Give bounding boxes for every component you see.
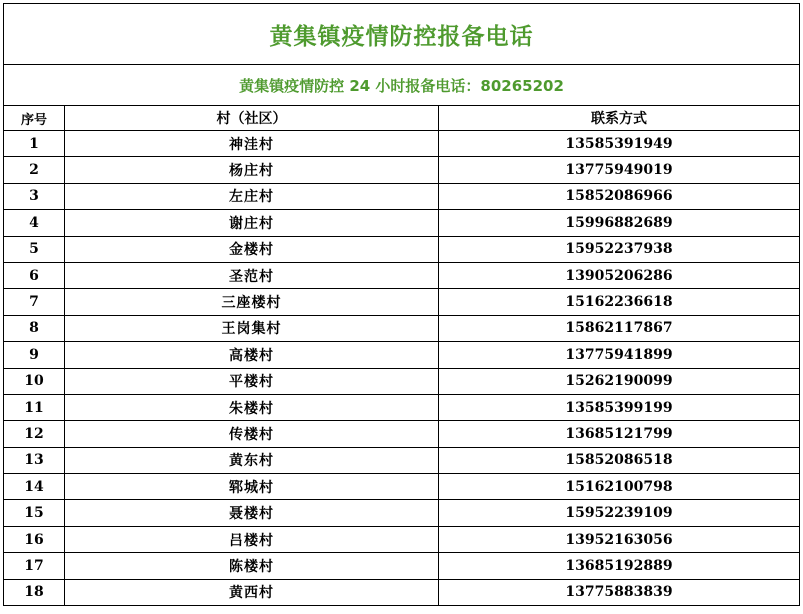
row-phone: 13775941899 bbox=[439, 342, 800, 368]
row-seq: 9 bbox=[4, 342, 65, 368]
table-row bbox=[4, 500, 800, 526]
row-seq: 10 bbox=[4, 368, 65, 394]
row-seq: 3 bbox=[4, 183, 65, 209]
row-phone: 15852086966 bbox=[439, 183, 800, 209]
row-seq: 1 bbox=[4, 131, 65, 157]
row-phone: 15162236618 bbox=[439, 289, 800, 315]
row-village: 金楼村 bbox=[65, 236, 439, 262]
table-row bbox=[4, 289, 800, 315]
row-seq: 2 bbox=[4, 157, 65, 183]
row-phone: 13585391949 bbox=[439, 131, 800, 157]
row-village: 三座楼村 bbox=[65, 289, 439, 315]
row-village: 朱楼村 bbox=[65, 394, 439, 420]
row-phone: 13952163056 bbox=[439, 526, 800, 552]
row-village: 杨庄村 bbox=[65, 157, 439, 183]
row-village: 黄东村 bbox=[65, 447, 439, 473]
row-phone: 13775883839 bbox=[439, 579, 800, 605]
row-seq: 16 bbox=[4, 526, 65, 552]
table-row bbox=[4, 262, 800, 288]
row-seq: 12 bbox=[4, 421, 65, 447]
row-phone: 13905206286 bbox=[439, 262, 800, 288]
row-seq: 7 bbox=[4, 289, 65, 315]
row-village: 郓城村 bbox=[65, 474, 439, 500]
row-phone: 15952239109 bbox=[439, 500, 800, 526]
table-row bbox=[4, 368, 800, 394]
row-village: 左庄村 bbox=[65, 183, 439, 209]
table-row bbox=[4, 526, 800, 552]
row-phone: 13585399199 bbox=[439, 394, 800, 420]
header-seq: 序号 bbox=[4, 106, 65, 131]
row-phone: 13775949019 bbox=[439, 157, 800, 183]
row-village: 王岗集村 bbox=[65, 315, 439, 341]
row-seq: 13 bbox=[4, 447, 65, 473]
table-row bbox=[4, 447, 800, 473]
row-seq: 18 bbox=[4, 579, 65, 605]
table-row bbox=[4, 315, 800, 341]
table-row bbox=[4, 394, 800, 420]
table-header-row bbox=[4, 106, 800, 131]
row-phone: 15862117867 bbox=[439, 315, 800, 341]
row-village: 高楼村 bbox=[65, 342, 439, 368]
row-seq: 4 bbox=[4, 210, 65, 236]
table-row bbox=[4, 579, 800, 605]
row-village: 神洼村 bbox=[65, 131, 439, 157]
row-village: 传楼村 bbox=[65, 421, 439, 447]
header-village: 村（社区） bbox=[65, 106, 439, 131]
subtitle-row bbox=[4, 65, 800, 106]
row-seq: 17 bbox=[4, 553, 65, 579]
row-phone: 15996882689 bbox=[439, 210, 800, 236]
row-village: 圣范村 bbox=[65, 262, 439, 288]
table-row bbox=[4, 342, 800, 368]
row-phone: 15162100798 bbox=[439, 474, 800, 500]
row-phone: 15262190099 bbox=[439, 368, 800, 394]
row-phone: 15852086518 bbox=[439, 447, 800, 473]
table-row bbox=[4, 421, 800, 447]
hotline-subtitle: 黄集镇疫情防控 24 小时报备电话：80265202 bbox=[4, 65, 800, 106]
row-village: 聂楼村 bbox=[65, 500, 439, 526]
table-row bbox=[4, 157, 800, 183]
row-seq: 15 bbox=[4, 500, 65, 526]
row-phone: 15952237938 bbox=[439, 236, 800, 262]
row-phone: 13685192889 bbox=[439, 553, 800, 579]
table-row bbox=[4, 553, 800, 579]
contact-sheet bbox=[3, 3, 800, 606]
table-row bbox=[4, 210, 800, 236]
row-seq: 6 bbox=[4, 262, 65, 288]
row-village: 平楼村 bbox=[65, 368, 439, 394]
row-seq: 8 bbox=[4, 315, 65, 341]
table-row bbox=[4, 236, 800, 262]
row-village: 黄西村 bbox=[65, 579, 439, 605]
row-seq: 5 bbox=[4, 236, 65, 262]
page-title: 黄集镇疫情防控报备电话 bbox=[4, 4, 800, 65]
row-village: 谢庄村 bbox=[65, 210, 439, 236]
table-row bbox=[4, 474, 800, 500]
table-row bbox=[4, 183, 800, 209]
row-seq: 11 bbox=[4, 394, 65, 420]
header-contact: 联系方式 bbox=[439, 106, 800, 131]
row-village: 吕楼村 bbox=[65, 526, 439, 552]
row-phone: 13685121799 bbox=[439, 421, 800, 447]
table-row bbox=[4, 131, 800, 157]
row-village: 陈楼村 bbox=[65, 553, 439, 579]
title-row bbox=[4, 4, 800, 65]
row-seq: 14 bbox=[4, 474, 65, 500]
